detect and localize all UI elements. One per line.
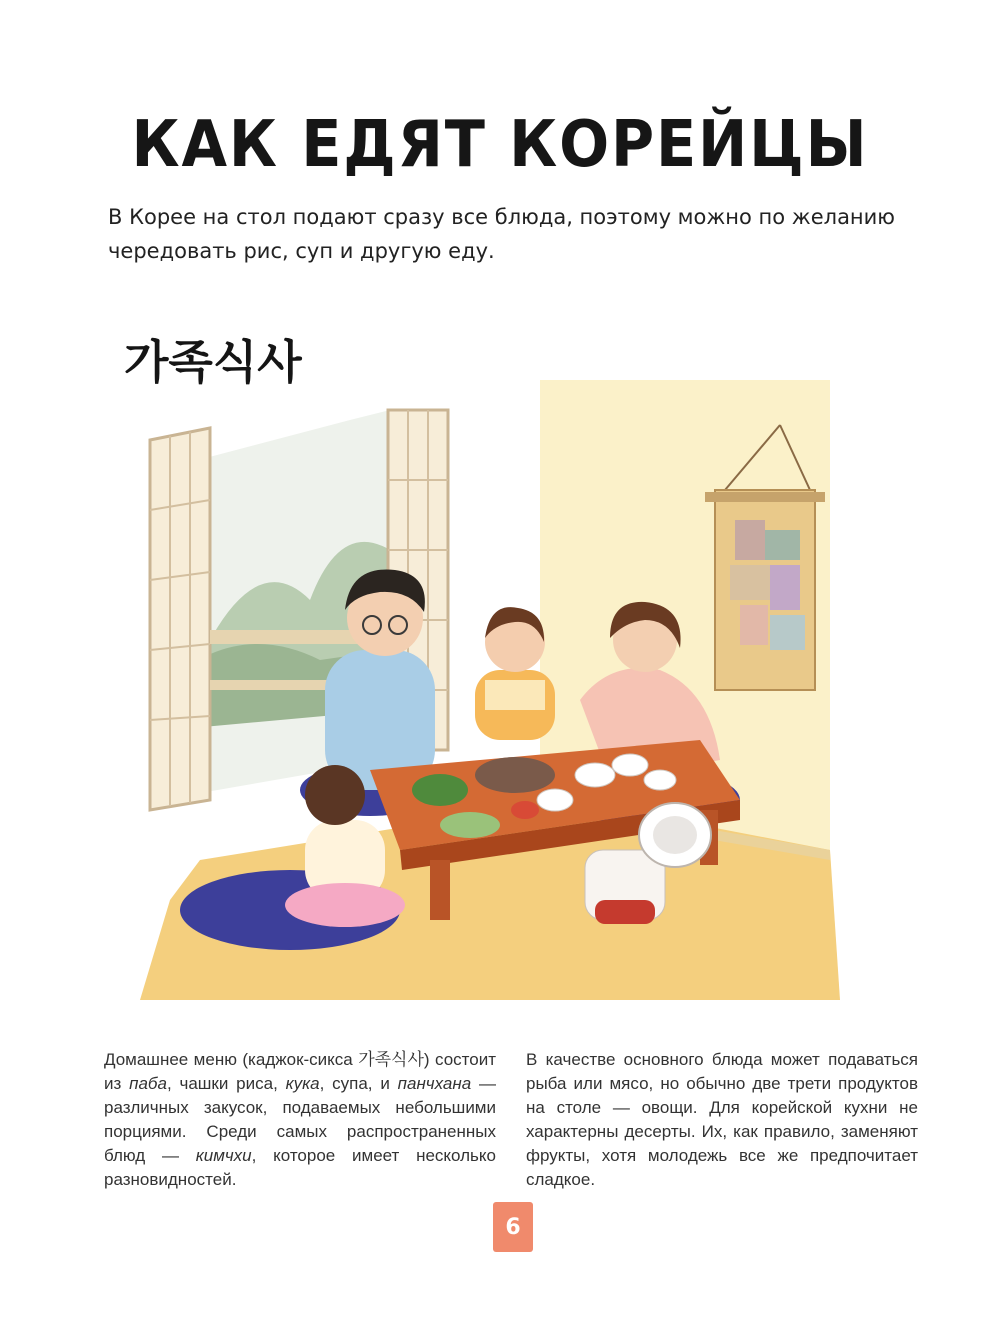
page-number-badge [493, 1202, 533, 1252]
korean-heading: 가족식사 [124, 335, 302, 389]
text-column-left [104, 1048, 496, 1192]
left-text-4: , супа, и [319, 1074, 398, 1093]
left-text-6: , которое имеет несколько разновидностей. [104, 1146, 496, 1189]
term-panchkhana: панчхана [397, 1074, 472, 1093]
left-text-2: ) состоит из [104, 1050, 496, 1093]
text-column-right: В качестве основного блюда может подаваться рыба или мясо, но обычно две трети продуктов на столе — овощи. Для корейской кухни не характерны десерты. Их, как правило, заменяют фрукты, хотя молодежь все же предпочитает сладкое. [526, 1050, 918, 1189]
left-text-3: , чашки риса, [166, 1074, 286, 1093]
term-paba: паба [129, 1074, 167, 1093]
page-title: КАК ЕДЯТ КОРЕЙЦЫ [131, 108, 869, 182]
intro-paragraph: В Корее на стол подают сразу все блюда, поэтому можно по желанию чередовать рис, суп и другую еду. [108, 205, 895, 263]
term-kimchi: кимчхи [195, 1146, 252, 1165]
left-text-5: — различных закусок, подаваемых небольшими порциями. Среди самых распространенных блюд — [104, 1074, 496, 1165]
family-meal-illustration [140, 380, 870, 1000]
page-number: 6 [505, 1214, 521, 1240]
left-sliding-door [150, 428, 210, 810]
left-text-korean: 가족식사 [358, 1050, 424, 1069]
left-text-1: Домашнее меню (каджок-сикса [104, 1050, 359, 1069]
term-kuka: кука [285, 1074, 320, 1093]
